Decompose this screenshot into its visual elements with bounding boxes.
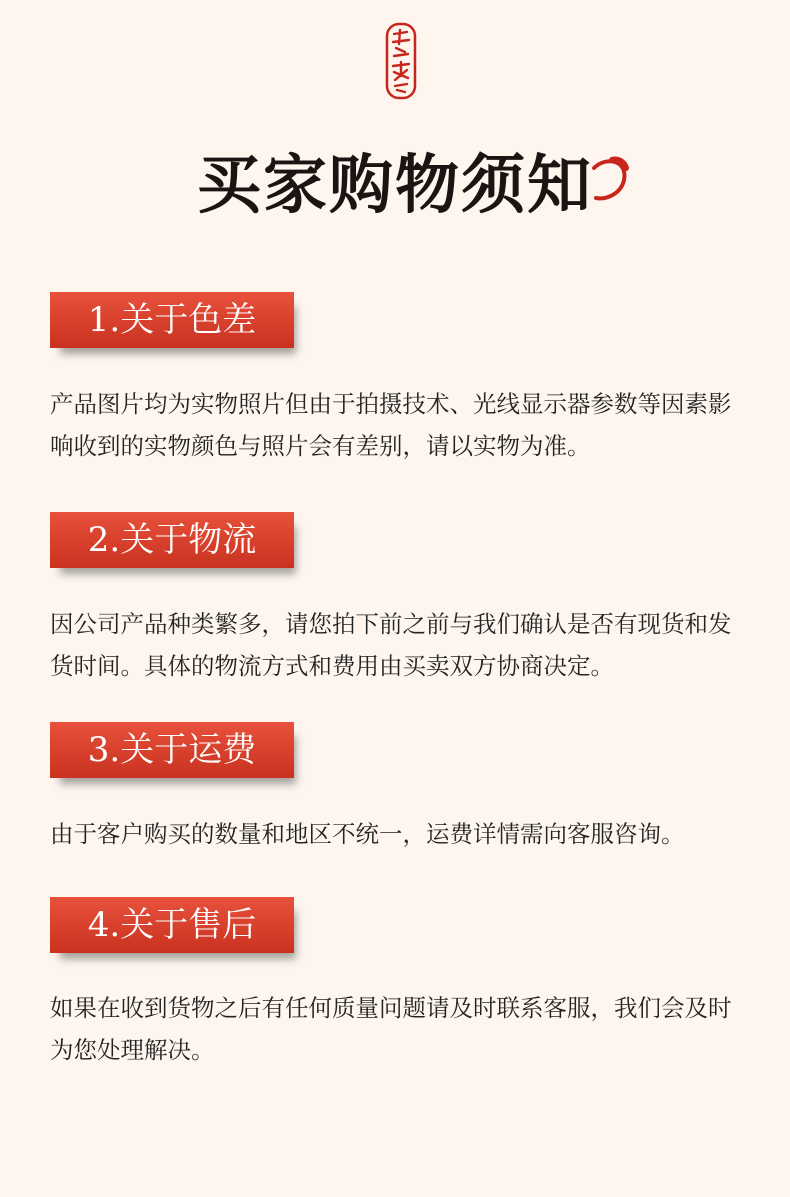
section-body-logistics: 因公司产品种类繁多，请您拍下前之前与我们确认是否有现货和发货时间。具体的物流方式和费用由买卖双方协商决定。 xyxy=(50,610,732,680)
section-heading-after-sales xyxy=(50,897,294,953)
section-body-shipping-fee: 由于客户购买的数量和地区不统一，运费详情需向客服咨询。 xyxy=(50,820,685,848)
section-heading-label: 3.关于运费 xyxy=(87,730,257,770)
section-body-after-sales: 如果在收到货物之后有任何质量问题请及时联系客服，我们会及时为您处理解决。 xyxy=(50,994,732,1064)
page-title: 买家购物须知 xyxy=(197,148,593,223)
section-heading-label: 4.关于售后 xyxy=(87,905,257,945)
section-heading-color-difference xyxy=(50,292,294,348)
title-block xyxy=(0,140,790,240)
section-heading-label: 2.关于物流 xyxy=(87,520,257,560)
brush-circle-icon xyxy=(588,154,632,206)
seal-stamp-icon xyxy=(385,22,417,100)
section-body-color-difference: 产品图片均为实物照片但由于拍摄技术、光线显示器参数等因素影响收到的实物颜色与照片会有差别，请以实物为准。 xyxy=(50,390,732,460)
section-heading-shipping-fee xyxy=(50,722,294,778)
section-heading-label: 1.关于色差 xyxy=(87,300,257,340)
section-heading-logistics xyxy=(50,512,294,568)
